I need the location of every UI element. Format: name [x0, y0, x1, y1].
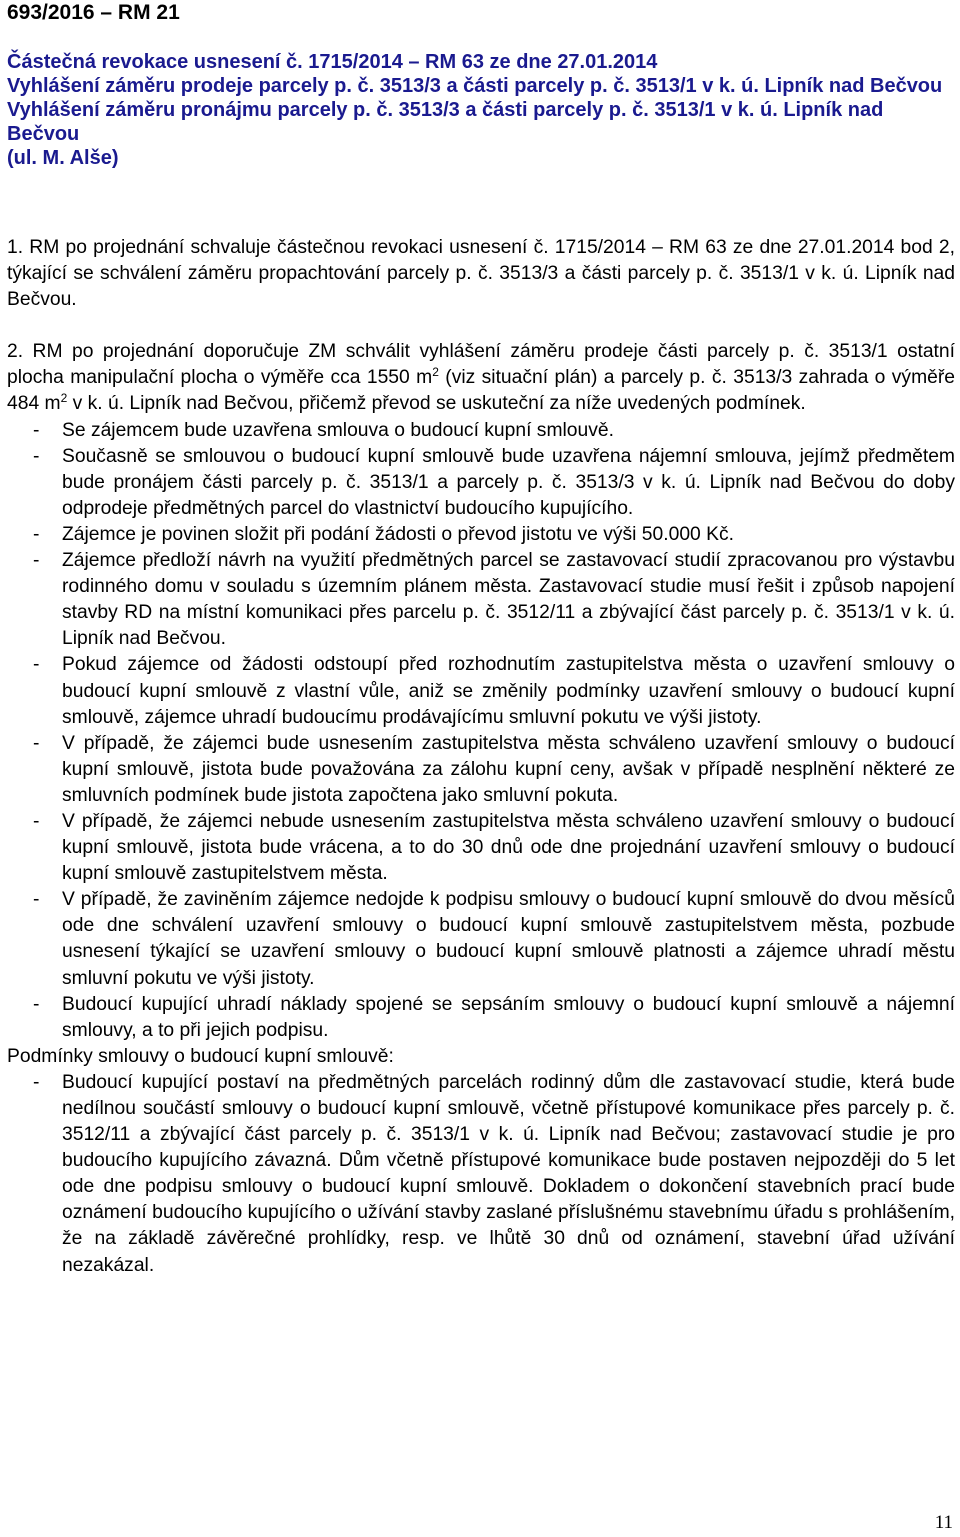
superscript: 2 [60, 391, 68, 406]
list-dash: - [33, 889, 40, 911]
paragraph-gap [7, 313, 955, 339]
condition-text: Současně se smlouvou o budoucí kupní smlouvě bude uzavřena nájemní smlouva, jejímž předmětem bude pronájem části parcely p. č. 3513/1 a parcely p. č. 3513/3 v k. ú. Lipník nad Bečvou do doby odprodeje předmětných parcel do vlastnictví budoucího kupujícího. [62, 445, 955, 519]
condition-item [7, 418, 955, 444]
resolution-body [7, 235, 955, 1279]
condition-text: V případě, že zájemci bude usnesením zastupitelstva města schváleno uzavření smlouvy o budoucí kupní smlouvě, jistota bude považována za zálohu kupní ceny, avšak v případě nesplnění některé ze smluvních podmínek bude jistota započtena jako smluvní pokuta. [62, 732, 955, 806]
condition-text: Budoucí kupující uhradí náklady spojené se sepsáním smlouvy o budoucí kupní smlouvě a nájemní smlouvy, a to při jejich podpisu. [62, 993, 955, 1041]
list-dash: - [33, 1071, 40, 1093]
subject-line: Vyhlášení záměru prodeje parcely p. č. 3513/3 a části parcely p. č. 3513/1 v k. ú. Lipník nad Bečvou [7, 75, 943, 97]
condition-text: Se zájemcem bude uzavřena smlouva o budoucí kupní smlouvě. [62, 419, 614, 441]
resolution-point-2-text: 2. RM po projednání doporučuje ZM schválit vyhlášení záměru prodeje části parcely p. č. 3513/1 ostatní plocha manipulační plocha o výměře cca 1550 m [7, 341, 955, 389]
resolution-point-2 [7, 339, 955, 417]
list-dash: - [33, 810, 40, 832]
list-dash: - [33, 445, 40, 467]
condition-text: Pokud zájemce od žádosti odstoupí před rozhodnutím zastupitelstva města o uzavření smlouvy o budoucí kupní smlouvě z vlastní vůle, aniž se změnily podmínky uzavření smlouvy o budoucí kupní smlouvě, zájemce uhradí budoucímu prodávajícímu smluvní pokutu ve výši jistoty. [62, 654, 955, 728]
condition-text: V případě, že zájemci nebude usnesením zastupitelstva města schváleno uzavření smlouvy o budoucí kupní smlouvě, jistota bude vrácena, a to do 30 dnů ode dne projednání uzavření smlouvy o budoucí kupní smlouvě zastupitelstvem města. [62, 810, 955, 885]
condition-item [7, 548, 955, 652]
contract-condition-text: Budoucí kupující postaví na předmětných parcelách rodinný dům dle zastavovací studie, která bude nedílnou součástí smlouvy o budoucí kupní smlouvě, včetně přístupové komunikace přes parcely p. č. 3512/11 a zbývající část parcely p. č. 3513/1 v k. ú. Lipník nad Bečvou; zastavovací studie je pro budoucího kupujícího závazná. Dům včetně přístupové komunikace bude postaven nejpozději do 5 let ode dne podpisu smlouvy o budoucí kupní smlouvě. Dokladem o dokončení stavebních prací bude oznámení budoucího kupujícího o užívání stavby zaslané příslušnému stavebnímu úřadu s prohlášením, že na základě závěrečné prohlídky, resp. ve lhůtě 30 dnů od oznámení, stavební úřad užívání nezakázal. [62, 1071, 955, 1276]
contract-condition-item [7, 1070, 955, 1279]
list-dash: - [33, 732, 40, 754]
superscript: 2 [432, 365, 439, 380]
condition-item [7, 522, 955, 548]
condition-text: Zájemce je povinen složit při podání žádosti o převod jistotu ve výši 50.000 Kč. [62, 523, 734, 545]
condition-item [7, 444, 955, 522]
condition-text: V případě, že zaviněním zájemce nedojde k podpisu smlouvy o budoucí kupní smlouvě do dvou měsíců ode dne schválení uzavření smlouvy o budoucí kupní smlouvě zastupitelstvem města, pozbude usnesení týkající se uzavření smlouvy o budoucí kupní smlouvě platnosti a zájemce uhradí městu smluvní pokutu ve výši jistoty. [62, 889, 955, 989]
condition-item [7, 887, 955, 991]
condition-item [7, 652, 955, 730]
contract-conditions-list [7, 1070, 955, 1279]
subject-line: Vyhlášení záměru pronájmu parcely p. č. 3513/3 a části parcely p. č. 3513/1 v k. ú. Lipník nad Bečvou [7, 99, 884, 145]
condition-text: Zájemce předloží návrh na využití předmětných parcel se zastavovací studií zpracovanou pro výstavbu rodinného domu v souladu s územním plánem města. Zastavovací studie musí řešit i způsob napojení stavby RD na místní komunikaci přes parcelu p. č. 3512/11 a zbývající část parcely p. č. 3513/1 v k. ú. Lipník nad Bečvou. [62, 550, 955, 650]
list-dash: - [33, 993, 40, 1015]
list-dash: - [33, 419, 40, 441]
list-dash: - [33, 550, 40, 572]
conditions-list [7, 418, 955, 1044]
condition-item [7, 992, 955, 1044]
list-dash: - [33, 654, 40, 676]
resolution-point-1: 1. RM po projednání schvaluje částečnou revokaci usnesení č. 1715/2014 – RM 63 ze dne 27.01.2014 bod 2, týkající se schválení záměru propachtování parcely p. č. 3513/3 a části parcely p. č. 3513/1 v k. ú. Lipník nad Bečvou. [7, 237, 955, 311]
subject-line: (ul. M. Alše) [7, 147, 119, 169]
resolution-subject [7, 50, 953, 170]
resolution-number: 693/2016 – RM 21 [7, 1, 180, 24]
resolution-point-2-text: (viz situační plán) a parcely p. č. 3513/3 zahrada o výměře 484 m [7, 367, 955, 415]
condition-item [7, 809, 955, 887]
page-number: 11 [934, 1512, 953, 1533]
subject-line: Částečná revokace usnesení č. 1715/2014 – RM 63 ze dne 27.01.2014 [7, 51, 658, 73]
resolution-point-2-text: v k. ú. Lipník nad Bečvou, přičemž převod se uskuteční za níže uvedených podmínek. [67, 393, 806, 415]
contract-conditions-title: Podmínky smlouvy o budoucí kupní smlouvě: [7, 1045, 394, 1067]
condition-item [7, 731, 955, 809]
list-dash: - [33, 523, 40, 545]
